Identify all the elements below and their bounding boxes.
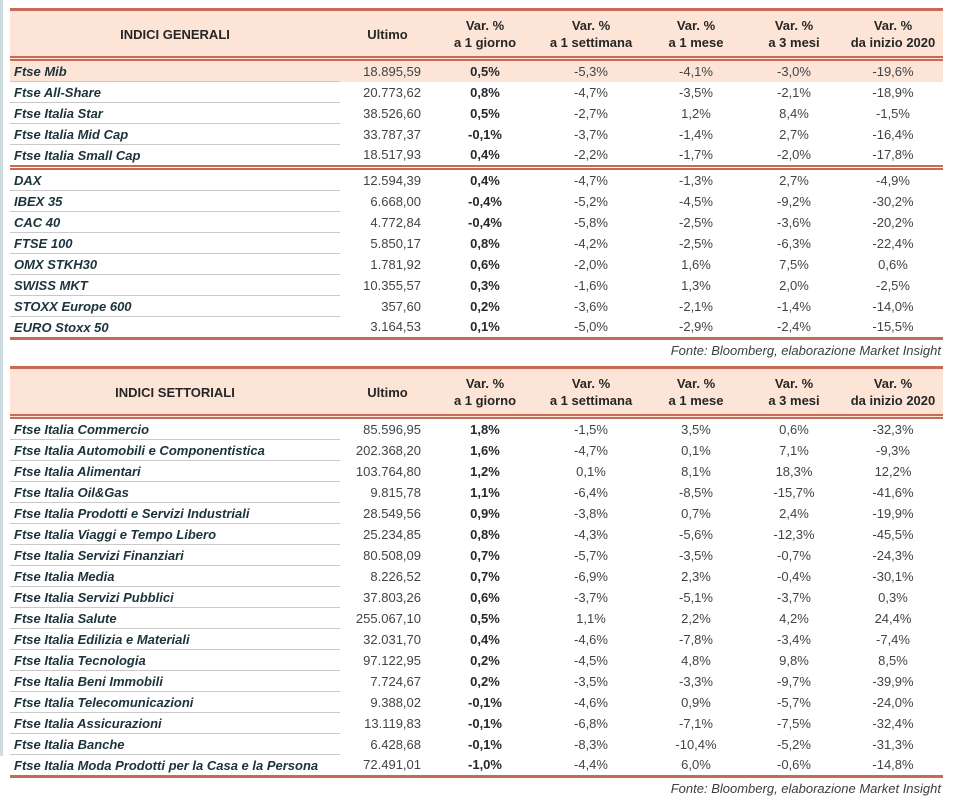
var-1-giorno-cell: -0,1% xyxy=(468,126,502,142)
var-1-mese-cell: -10,4% xyxy=(675,736,717,752)
var-3-mesi-cell: -2,4% xyxy=(777,319,811,335)
index-name-cell: Ftse Italia Automobili e Componentistica xyxy=(10,440,340,461)
var-inizio-2020-cell: -19,6% xyxy=(843,59,943,82)
var-1-giorno-cell: 0,8% xyxy=(470,84,500,100)
last-value-cell: 8.226,52 xyxy=(370,568,421,584)
period-label: a 1 settimana xyxy=(549,35,633,50)
table-row xyxy=(10,629,943,650)
var-label: Var. % xyxy=(676,18,716,33)
var-label: Var. % xyxy=(465,18,505,33)
var-1-mese-cell: -3,3% xyxy=(679,673,713,689)
last-value-cell: 33.787,37 xyxy=(363,126,421,142)
var-3-mesi-cell: -3,0% xyxy=(745,59,843,82)
period-label: a 3 mesi xyxy=(768,35,820,50)
var-1-settimana-cell: -5,7% xyxy=(574,547,608,563)
var-1-giorno-cell: 0,7% xyxy=(470,547,500,563)
last-value-cell: 7.724,67 xyxy=(370,673,421,689)
source-note: Fonte: Bloomberg, elaborazione Market Insight xyxy=(670,343,941,358)
var-inizio-2020-cell: -1,5% xyxy=(876,105,910,121)
var-inizio-2020-cell: -39,9% xyxy=(872,673,914,689)
var-1-mese-cell: 0,7% xyxy=(681,505,711,521)
var-1-settimana-cell: -5,2% xyxy=(574,193,608,209)
indici-settoriali-body xyxy=(10,417,943,777)
var-1-settimana-cell: -5,3% xyxy=(535,59,647,82)
var-1-giorno-cell: 1,8% xyxy=(470,421,500,437)
var-3-mesi-cell: 2,0% xyxy=(779,277,809,293)
var-3-mesi-cell: -12,3% xyxy=(773,526,815,542)
table-row xyxy=(10,503,943,524)
period-label: a 3 mesi xyxy=(768,393,820,408)
var-1-giorno-cell: 0,6% xyxy=(470,256,500,272)
var-1-giorno-cell: 0,7% xyxy=(470,568,500,584)
table-row xyxy=(10,650,943,671)
table-row xyxy=(10,482,943,503)
var-inizio-2020-cell: 0,6% xyxy=(878,256,908,272)
index-name-cell: SWISS MKT xyxy=(10,275,340,296)
var-label: Var. % xyxy=(571,18,611,33)
var-1-mese-cell: -4,1% xyxy=(647,59,745,82)
var-1-giorno-cell: 0,5% xyxy=(435,59,535,82)
index-name-cell: Ftse Italia Tecnologia xyxy=(10,650,340,671)
var-3-mesi-cell: -7,5% xyxy=(777,715,811,731)
var-inizio-2020-cell: -30,1% xyxy=(872,568,914,584)
last-value-cell: 6.668,00 xyxy=(370,193,421,209)
var-1-giorno-cell: -0,1% xyxy=(468,715,502,731)
var-3-mesi-cell: -15,7% xyxy=(773,484,815,500)
last-value-cell: 5.850,17 xyxy=(370,235,421,251)
var-1-settimana-cell: -4,3% xyxy=(574,526,608,542)
var-label: Var. % xyxy=(774,18,814,33)
var-3-mesi-cell: 8,4% xyxy=(779,105,809,121)
var-3-mesi-cell: 2,7% xyxy=(779,172,809,188)
var-1-settimana-cell: -4,5% xyxy=(574,652,608,668)
index-name-cell: Ftse Italia Edilizia e Materiali xyxy=(10,629,340,650)
table-row xyxy=(10,461,943,482)
last-value-cell: 357,60 xyxy=(381,298,421,314)
table-row xyxy=(10,524,943,545)
var-3-mesi-cell: -5,2% xyxy=(777,736,811,752)
index-name-cell: Ftse Italia Mid Cap xyxy=(10,124,340,145)
index-name-cell: CAC 40 xyxy=(10,212,340,233)
table-row xyxy=(10,275,943,296)
var-1-mese-cell: 1,3% xyxy=(681,277,711,293)
table-row xyxy=(10,124,943,145)
var-1-settimana-cell: -6,8% xyxy=(574,715,608,731)
last-value-cell: 20.773,62 xyxy=(363,84,421,100)
last-value-cell: 28.549,56 xyxy=(363,505,421,521)
period-label: a 1 giorno xyxy=(453,393,517,408)
var-1-mese-cell: 3,5% xyxy=(681,421,711,437)
var-inizio-2020-cell: -19,9% xyxy=(872,505,914,521)
table-row xyxy=(10,254,943,275)
last-value-cell: 1.781,92 xyxy=(370,256,421,272)
var-1-mese-cell: -3,5% xyxy=(679,547,713,563)
var-3-mesi-cell: -0,6% xyxy=(777,757,811,773)
index-name-cell: OMX STKH30 xyxy=(10,254,340,275)
var-1-giorno-cell: 0,1% xyxy=(470,319,500,335)
table-row xyxy=(10,734,943,755)
var-label: Var. % xyxy=(676,376,716,391)
last-value-cell: 18.517,93 xyxy=(340,145,435,168)
table-row xyxy=(10,212,943,233)
var-1-mese-cell: -2,9% xyxy=(679,319,713,335)
var-1-mese-cell: -1,3% xyxy=(679,172,713,188)
index-name-cell: Ftse Italia Prodotti e Servizi Industriali xyxy=(10,503,340,524)
table-row xyxy=(10,233,943,254)
header-row xyxy=(10,10,943,59)
var-1-mese-cell: -8,5% xyxy=(679,484,713,500)
index-name-cell: FTSE 100 xyxy=(10,233,340,254)
var-label: Var. % xyxy=(873,18,913,33)
var-1-giorno-cell: 0,4% xyxy=(435,145,535,168)
var-3-mesi-cell: -2,1% xyxy=(777,84,811,100)
var-inizio-2020-cell: -24,0% xyxy=(872,694,914,710)
last-value-cell: 103.764,80 xyxy=(355,463,421,479)
var-1-mese-cell: 1,2% xyxy=(681,105,711,121)
var-label: Var. % xyxy=(465,376,505,391)
var-1-mese-cell: -4,5% xyxy=(679,193,713,209)
indici-generali-table xyxy=(10,8,943,340)
col-header-var-inizio-2020 xyxy=(843,10,943,59)
index-name-cell: IBEX 35 xyxy=(10,191,340,212)
var-1-mese-cell: -3,5% xyxy=(679,84,713,100)
table-row xyxy=(10,713,943,734)
table-row xyxy=(10,296,943,317)
var-label: Var. % xyxy=(774,376,814,391)
table-title: INDICI GENERALI xyxy=(10,10,340,59)
var-3-mesi-cell: 7,1% xyxy=(779,442,809,458)
var-1-settimana-cell: -3,7% xyxy=(574,589,608,605)
index-name-cell: Ftse Italia Beni Immobili xyxy=(10,671,340,692)
last-value-cell: 25.234,85 xyxy=(363,526,421,542)
col-header-ultimo: Ultimo xyxy=(340,10,435,59)
index-name-cell: Ftse Italia Commercio xyxy=(10,417,340,440)
index-name-cell: Ftse Italia Assicurazioni xyxy=(10,713,340,734)
var-3-mesi-cell: -3,6% xyxy=(777,214,811,230)
table-row xyxy=(10,692,943,713)
period-label: da inizio 2020 xyxy=(850,35,936,50)
var-1-settimana-cell: -2,0% xyxy=(574,256,608,272)
var-3-mesi-cell: -0,7% xyxy=(777,547,811,563)
var-1-giorno-cell: 0,6% xyxy=(470,589,500,605)
var-1-settimana-cell: 0,1% xyxy=(576,463,606,479)
table-row xyxy=(10,145,943,168)
var-1-mese-cell: 1,6% xyxy=(681,256,711,272)
var-1-giorno-cell: 0,9% xyxy=(470,505,500,521)
var-inizio-2020-cell: 8,5% xyxy=(878,652,908,668)
var-1-settimana-cell: -8,3% xyxy=(574,736,608,752)
col-header-var-1-settimana xyxy=(535,368,647,417)
table-row xyxy=(10,440,943,461)
header-row xyxy=(10,368,943,417)
var-3-mesi-cell: 0,6% xyxy=(779,421,809,437)
last-value-cell: 37.803,26 xyxy=(363,589,421,605)
table-row xyxy=(10,671,943,692)
index-name-cell: Ftse Italia Salute xyxy=(10,608,340,629)
var-inizio-2020-cell: 0,3% xyxy=(878,589,908,605)
var-3-mesi-cell: -3,4% xyxy=(777,631,811,647)
last-value-cell: 9.388,02 xyxy=(370,694,421,710)
var-1-mese-cell: -7,8% xyxy=(679,631,713,647)
last-value-cell: 202.368,20 xyxy=(355,442,421,458)
var-inizio-2020-cell: -15,5% xyxy=(872,319,914,335)
var-1-giorno-cell: 0,4% xyxy=(470,631,500,647)
var-1-mese-cell: 8,1% xyxy=(681,463,711,479)
var-1-settimana-cell: -3,7% xyxy=(574,126,608,142)
var-1-settimana-cell: -3,8% xyxy=(574,505,608,521)
var-1-mese-cell: -5,6% xyxy=(679,526,713,542)
var-label: Var. % xyxy=(571,376,611,391)
var-1-settimana-cell: -2,7% xyxy=(574,105,608,121)
index-name-cell: Ftse Italia Media xyxy=(10,566,340,587)
var-1-settimana-cell: -6,9% xyxy=(574,568,608,584)
var-3-mesi-cell: -1,4% xyxy=(777,298,811,314)
last-value-cell: 38.526,60 xyxy=(363,105,421,121)
index-name-cell: Ftse Italia Oil&Gas xyxy=(10,482,340,503)
var-inizio-2020-cell: -4,9% xyxy=(876,172,910,188)
var-inizio-2020-cell: -41,6% xyxy=(872,484,914,500)
table-row xyxy=(10,317,943,339)
var-1-mese-cell: -2,5% xyxy=(679,235,713,251)
period-label: a 1 mese xyxy=(668,35,724,50)
var-inizio-2020-cell: -32,3% xyxy=(872,421,914,437)
var-1-mese-cell: -1,7% xyxy=(647,145,745,168)
var-1-settimana-cell: -2,2% xyxy=(535,145,647,168)
last-value-cell: 12.594,39 xyxy=(363,172,421,188)
table-row xyxy=(10,82,943,103)
var-3-mesi-cell: -0,4% xyxy=(777,568,811,584)
var-inizio-2020-cell: -20,2% xyxy=(872,214,914,230)
index-name-cell: Ftse Italia Servizi Pubblici xyxy=(10,587,340,608)
var-1-mese-cell: 0,1% xyxy=(681,442,711,458)
var-1-settimana-cell: -4,4% xyxy=(574,757,608,773)
table-row xyxy=(10,168,943,191)
table-row xyxy=(10,608,943,629)
col-header-var-3-mesi xyxy=(745,10,843,59)
var-3-mesi-cell: -6,3% xyxy=(777,235,811,251)
var-inizio-2020-cell: -45,5% xyxy=(872,526,914,542)
col-header-var-1-mese xyxy=(647,368,745,417)
table-row xyxy=(10,417,943,440)
var-1-giorno-cell: 0,2% xyxy=(470,298,500,314)
var-1-mese-cell: 2,3% xyxy=(681,568,711,584)
var-1-giorno-cell: -0,1% xyxy=(468,694,502,710)
index-name-cell: Ftse Italia Small Cap xyxy=(10,145,340,168)
var-1-giorno-cell: 0,5% xyxy=(470,610,500,626)
col-header-var-inizio-2020 xyxy=(843,368,943,417)
var-1-settimana-cell: -4,7% xyxy=(574,172,608,188)
table-row xyxy=(10,587,943,608)
index-name-cell: Ftse All-Share xyxy=(10,82,340,103)
var-inizio-2020-cell: 12,2% xyxy=(874,463,912,479)
var-1-settimana-cell: -4,7% xyxy=(574,442,608,458)
var-1-giorno-cell: 0,8% xyxy=(470,526,500,542)
var-1-giorno-cell: 0,5% xyxy=(470,105,500,121)
var-3-mesi-cell: 2,7% xyxy=(779,126,809,142)
var-1-mese-cell: -2,1% xyxy=(679,298,713,314)
var-1-settimana-cell: -1,6% xyxy=(574,277,608,293)
var-3-mesi-cell: 18,3% xyxy=(775,463,813,479)
var-1-giorno-cell: 1,2% xyxy=(470,463,500,479)
col-header-var-1-giorno xyxy=(435,368,535,417)
last-value-cell: 6.428,68 xyxy=(370,736,421,752)
var-1-giorno-cell: -1,0% xyxy=(468,757,502,773)
period-label: a 1 settimana xyxy=(549,393,633,408)
var-1-settimana-cell: -4,6% xyxy=(574,631,608,647)
period-label: da inizio 2020 xyxy=(850,393,936,408)
var-inizio-2020-cell: -18,9% xyxy=(872,84,914,100)
var-inizio-2020-cell: -32,4% xyxy=(872,715,914,731)
last-value-cell: 255.067,10 xyxy=(355,610,421,626)
var-1-settimana-cell: -4,2% xyxy=(574,235,608,251)
last-value-cell: 4.772,84 xyxy=(370,214,421,230)
var-1-giorno-cell: -0,4% xyxy=(468,214,502,230)
var-1-settimana-cell: -4,7% xyxy=(574,84,608,100)
var-inizio-2020-cell: -17,8% xyxy=(843,145,943,168)
var-1-giorno-cell: 0,4% xyxy=(470,172,500,188)
col-header-var-3-mesi xyxy=(745,368,843,417)
index-name-cell: Ftse Italia Telecomunicazioni xyxy=(10,692,340,713)
var-inizio-2020-cell: -7,4% xyxy=(876,631,910,647)
index-name-cell: STOXX Europe 600 xyxy=(10,296,340,317)
period-label: a 1 mese xyxy=(668,393,724,408)
index-name-cell: Ftse Italia Servizi Finanziari xyxy=(10,545,340,566)
var-inizio-2020-cell: -14,8% xyxy=(872,757,914,773)
var-1-settimana-cell: 1,1% xyxy=(576,610,606,626)
var-3-mesi-cell: 7,5% xyxy=(779,256,809,272)
last-value-cell: 10.355,57 xyxy=(363,277,421,293)
var-3-mesi-cell: 4,2% xyxy=(779,610,809,626)
last-value-cell: 72.491,01 xyxy=(363,757,421,773)
index-name-cell: Ftse Mib xyxy=(10,59,340,82)
col-header-var-1-settimana xyxy=(535,10,647,59)
var-1-giorno-cell: 0,8% xyxy=(470,235,500,251)
var-1-giorno-cell: 0,2% xyxy=(470,652,500,668)
var-1-giorno-cell: -0,1% xyxy=(468,736,502,752)
var-inizio-2020-cell: 24,4% xyxy=(874,610,912,626)
var-inizio-2020-cell: -16,4% xyxy=(872,126,914,142)
var-1-mese-cell: -1,4% xyxy=(679,126,713,142)
table-title: INDICI SETTORIALI xyxy=(10,368,340,417)
var-1-giorno-cell: 0,2% xyxy=(470,673,500,689)
var-inizio-2020-cell: -2,5% xyxy=(876,277,910,293)
table-row xyxy=(10,566,943,587)
var-inizio-2020-cell: -22,4% xyxy=(872,235,914,251)
table-row xyxy=(10,545,943,566)
var-1-mese-cell: 0,9% xyxy=(681,694,711,710)
var-1-settimana-cell: -3,5% xyxy=(574,673,608,689)
indici-generali-body xyxy=(10,59,943,339)
var-1-settimana-cell: -3,6% xyxy=(574,298,608,314)
table-row xyxy=(10,191,943,212)
index-name-cell: DAX xyxy=(10,168,340,191)
var-3-mesi-cell: -9,7% xyxy=(777,673,811,689)
col-header-ultimo: Ultimo xyxy=(340,368,435,417)
last-value-cell: 32.031,70 xyxy=(363,631,421,647)
var-1-mese-cell: -5,1% xyxy=(679,589,713,605)
var-3-mesi-cell: -3,7% xyxy=(777,589,811,605)
col-header-var-1-giorno xyxy=(435,10,535,59)
var-inizio-2020-cell: -24,3% xyxy=(872,547,914,563)
last-value-cell: 13.119,83 xyxy=(364,715,421,731)
last-value-cell: 97.122,95 xyxy=(363,652,421,668)
var-1-mese-cell: -2,5% xyxy=(679,214,713,230)
var-1-giorno-cell: 0,3% xyxy=(470,277,500,293)
var-1-mese-cell: 4,8% xyxy=(681,652,711,668)
var-1-settimana-cell: -4,6% xyxy=(574,694,608,710)
var-1-mese-cell: 2,2% xyxy=(681,610,711,626)
var-3-mesi-cell: -5,7% xyxy=(777,694,811,710)
var-inizio-2020-cell: -30,2% xyxy=(872,193,914,209)
var-label: Var. % xyxy=(873,376,913,391)
index-name-cell: EURO Stoxx 50 xyxy=(14,319,109,335)
source-note: Fonte: Bloomberg, elaborazione Market Insight xyxy=(670,781,941,796)
var-3-mesi-cell: 2,4% xyxy=(779,505,809,521)
last-value-cell: 9.815,78 xyxy=(370,484,421,500)
period-label: a 1 giorno xyxy=(453,35,517,50)
var-1-giorno-cell: 1,1% xyxy=(470,484,500,500)
index-name-cell: Ftse Italia Banche xyxy=(10,734,340,755)
var-1-settimana-cell: -5,8% xyxy=(574,214,608,230)
var-inizio-2020-cell: -14,0% xyxy=(872,298,914,314)
var-1-giorno-cell: -0,4% xyxy=(468,193,502,209)
var-1-settimana-cell: -5,0% xyxy=(574,319,608,335)
last-value-cell: 3.164,53 xyxy=(370,319,421,335)
table-row xyxy=(10,755,943,777)
index-name-cell: Ftse Italia Viaggi e Tempo Libero xyxy=(10,524,340,545)
var-1-giorno-cell: 1,6% xyxy=(470,442,500,458)
var-inizio-2020-cell: -9,3% xyxy=(876,442,910,458)
last-value-cell: 80.508,09 xyxy=(363,547,421,563)
indici-settoriali-table xyxy=(10,366,943,778)
var-3-mesi-cell: -9,2% xyxy=(777,193,811,209)
col-header-var-1-mese xyxy=(647,10,745,59)
var-1-mese-cell: 6,0% xyxy=(681,757,711,773)
var-3-mesi-cell: -2,0% xyxy=(745,145,843,168)
index-name-cell: Ftse Italia Alimentari xyxy=(10,461,340,482)
table-row xyxy=(10,59,943,82)
last-value-cell: 18.895,59 xyxy=(340,59,435,82)
last-value-cell: 85.596,95 xyxy=(363,421,421,437)
var-inizio-2020-cell: -31,3% xyxy=(872,736,914,752)
table-row xyxy=(10,103,943,124)
var-1-mese-cell: -7,1% xyxy=(679,715,713,731)
index-name-cell: Ftse Italia Moda Prodotti per la Casa e la Persona xyxy=(14,757,319,773)
var-3-mesi-cell: 9,8% xyxy=(779,652,809,668)
var-1-settimana-cell: -1,5% xyxy=(574,421,608,437)
var-1-settimana-cell: -6,4% xyxy=(574,484,608,500)
index-name-cell: Ftse Italia Star xyxy=(10,103,340,124)
